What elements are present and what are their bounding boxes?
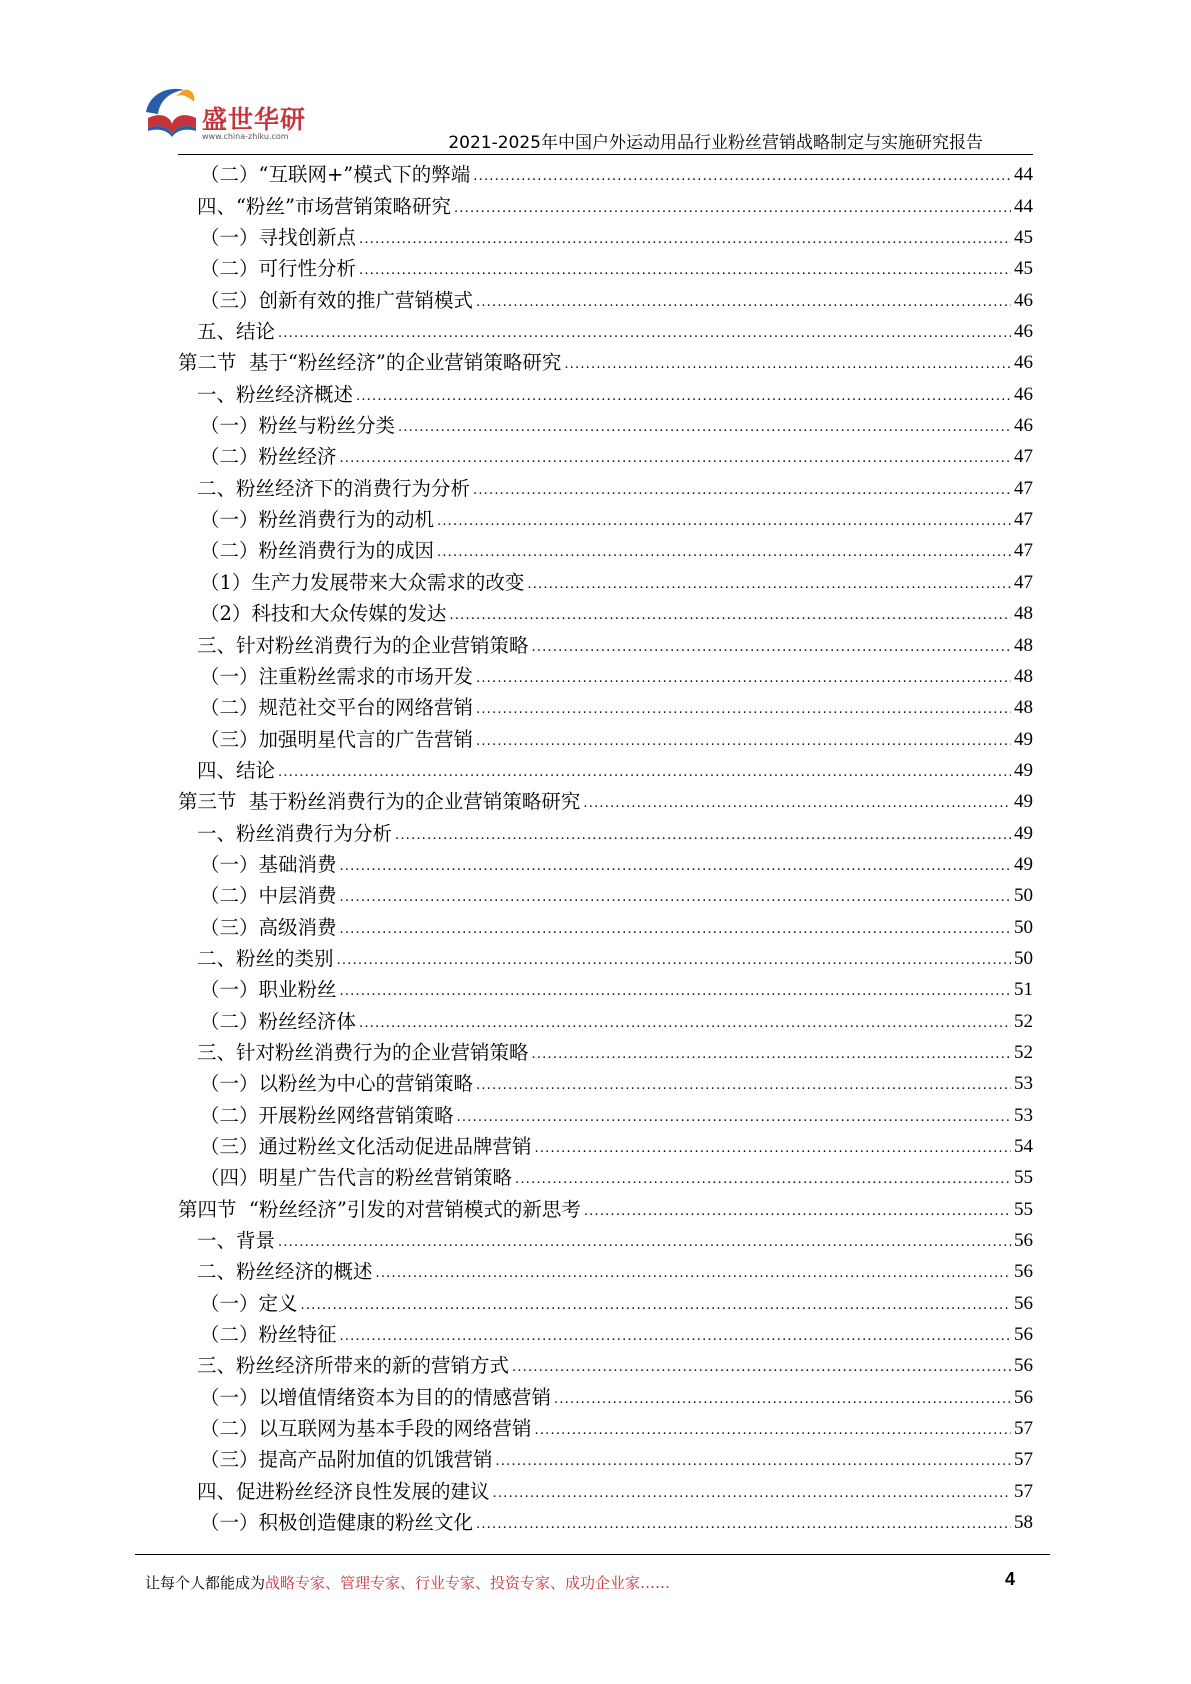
- toc-entry-page: 49: [1014, 759, 1033, 781]
- toc-dot-leader: [527, 578, 1011, 591]
- toc-entry-page: 46: [1014, 383, 1033, 405]
- toc-entry[interactable]: [178, 658, 1033, 689]
- toc-entry-label: 四、“粉丝”市场营销策略研究: [197, 194, 451, 218]
- toc-entry-page: 49: [1014, 822, 1033, 844]
- toc-entry-label: （一）以粉丝为中心的营销策略: [200, 1072, 474, 1096]
- toc-entry-page: 48: [1014, 665, 1033, 687]
- toc-entry-page: 45: [1014, 227, 1033, 249]
- toc-entry-label: （一）注重粉丝需求的市场开发: [200, 664, 474, 688]
- toc-entry-page: 54: [1014, 1136, 1033, 1157]
- toc-dot-leader: [473, 484, 1011, 497]
- toc-entry-page: 46: [1014, 289, 1033, 311]
- toc-dot-leader: [584, 1205, 1011, 1218]
- toc-entry-label: 四、促进粉丝经济良性发展的建议: [197, 1479, 490, 1503]
- toc-entry[interactable]: [178, 1253, 1033, 1284]
- toc-entry-label: （二）粉丝经济体: [200, 1009, 357, 1033]
- toc-dot-leader: [340, 985, 1011, 998]
- footer-slogan: [145, 1572, 670, 1593]
- toc-entry-label: （二）“互联网+”模式下的弊端: [200, 163, 471, 187]
- toc-entry-label: （一）粉丝与粉丝分类: [200, 414, 396, 438]
- toc-entry-label: 一、背景: [197, 1229, 276, 1253]
- toc-entry[interactable]: [178, 375, 1033, 406]
- toc-entry[interactable]: [178, 344, 1033, 375]
- toc-entry-label: 三、针对粉丝消费行为的企业营销策略: [197, 633, 529, 657]
- toc-entry[interactable]: [178, 783, 1033, 814]
- toc-entry-label: （四）明星广告代言的粉丝营销策略: [200, 1166, 513, 1190]
- toc-dot-leader: [473, 170, 1011, 183]
- toc-entry[interactable]: [178, 1441, 1033, 1472]
- toc-dot-leader: [454, 202, 1011, 215]
- toc-entry-page: 47: [1014, 446, 1033, 468]
- toc-dot-leader: [301, 1299, 1011, 1312]
- toc-dot-leader: [476, 1518, 1011, 1531]
- toc-entry[interactable]: [178, 1002, 1033, 1033]
- toc-dot-leader: [359, 1017, 1011, 1030]
- toc-entry-page: 47: [1014, 477, 1033, 499]
- toc-entry-label: 第二节 基于“粉丝经济”的企业营销策略研究: [178, 351, 562, 375]
- toc-entry-label: 一、粉丝经济概述: [197, 382, 354, 406]
- toc-entry-label: （二）粉丝消费行为的成因: [200, 539, 435, 563]
- toc-entry-page: 47: [1014, 571, 1033, 593]
- toc-entry[interactable]: [178, 281, 1033, 312]
- toc-entry-label: （一）粉丝消费行为的动机: [200, 508, 435, 532]
- toc-dot-leader: [340, 452, 1011, 465]
- toc-entry[interactable]: [178, 1065, 1033, 1096]
- toc-entry-label: （二）可行性分析: [200, 257, 357, 281]
- toc-entry[interactable]: [178, 1504, 1033, 1535]
- toc-entry[interactable]: [178, 1222, 1033, 1253]
- toc-entry-label: 五、结论: [197, 320, 276, 344]
- toc-dot-leader: [395, 829, 1011, 842]
- toc-entry-label: （1）生产力发展带来大众需求的改变: [200, 570, 525, 594]
- toc-entry-label: 第三节 基于粉丝消费行为的企业营销策略研究: [178, 790, 581, 814]
- toc-entry[interactable]: [178, 469, 1033, 500]
- toc-entry-page: 51: [1014, 979, 1033, 1001]
- toc-entry-page: 45: [1014, 258, 1033, 280]
- page-number: 4: [1005, 1569, 1016, 1589]
- toc-entry[interactable]: [178, 250, 1033, 281]
- toc-entry[interactable]: [178, 877, 1033, 908]
- toc-dot-leader: [512, 1361, 1011, 1374]
- toc-entry-label: 二、粉丝经济下的消费行为分析: [197, 476, 471, 500]
- toc-dot-leader: [359, 264, 1011, 277]
- toc-entry-label: 三、粉丝经济所带来的新的营销方式: [197, 1354, 510, 1378]
- footer-divider: [135, 1554, 1050, 1555]
- toc-dot-leader: [337, 954, 1011, 967]
- toc-entry-page: 48: [1014, 697, 1033, 719]
- toc-entry-page: 49: [1014, 791, 1033, 813]
- toc-entry[interactable]: [178, 752, 1033, 783]
- toc-dot-leader: [278, 766, 1011, 779]
- toc-entry-label: （二）开展粉丝网络营销策略: [200, 1103, 454, 1127]
- toc-dot-leader: [356, 390, 1011, 403]
- toc-entry[interactable]: [178, 1159, 1033, 1190]
- toc-entry[interactable]: [178, 814, 1033, 845]
- toc-entry-page: 47: [1014, 509, 1033, 531]
- toc-entry[interactable]: [178, 156, 1033, 187]
- toc-entry-page: 48: [1014, 634, 1033, 656]
- toc-entry[interactable]: [178, 908, 1033, 939]
- toc-entry-label: （三）提高产品附加值的饥饿营销: [200, 1448, 493, 1472]
- toc-entry[interactable]: [178, 219, 1033, 250]
- toc-entry-page: 50: [1014, 916, 1033, 938]
- toc-entry-page: 58: [1014, 1512, 1033, 1534]
- toc-entry-page: 56: [1014, 1292, 1033, 1314]
- toc-entry-page: 50: [1014, 947, 1033, 969]
- footer-slogan-prefix: 让每个人都能成为: [145, 1574, 266, 1592]
- toc-dot-leader: [493, 1487, 1011, 1500]
- page-header: [0, 0, 1191, 160]
- toc-entry[interactable]: [178, 313, 1033, 344]
- toc-dot-leader: [496, 1455, 1011, 1468]
- logo-book-icon: [140, 82, 202, 142]
- toc-entry[interactable]: [178, 626, 1033, 657]
- toc-entry[interactable]: [178, 689, 1033, 720]
- toc-entry[interactable]: [178, 1096, 1033, 1127]
- toc-dot-leader: [476, 735, 1011, 748]
- toc-entry-label: （一）以增值情绪资本为目的的情感营销: [200, 1385, 552, 1409]
- toc-entry[interactable]: [178, 720, 1033, 751]
- toc-entry[interactable]: [178, 1128, 1033, 1159]
- toc-dot-leader: [476, 296, 1011, 309]
- toc-entry-page: 52: [1014, 1041, 1033, 1063]
- toc-entry-page: 56: [1014, 1324, 1033, 1346]
- toc-dot-leader: [437, 515, 1011, 528]
- toc-entry[interactable]: [178, 1410, 1033, 1441]
- toc-entry-page: 46: [1014, 415, 1033, 437]
- toc-entry-label: （一）职业粉丝: [200, 978, 337, 1002]
- toc-entry-label: （二）规范社交平台的网络营销: [200, 696, 474, 720]
- toc-entry-page: 44: [1014, 195, 1033, 217]
- toc-dot-leader: [457, 1111, 1011, 1124]
- toc-dot-leader: [449, 609, 1011, 622]
- toc-entry-page: 56: [1014, 1386, 1033, 1408]
- toc-entry[interactable]: [178, 501, 1033, 532]
- toc-entry-label: 一、粉丝消费行为分析: [197, 821, 393, 845]
- toc-entry-label: 二、粉丝的类别: [197, 946, 334, 970]
- toc-entry-page: 57: [1014, 1449, 1033, 1471]
- toc-dot-leader: [535, 1142, 1011, 1155]
- toc-entry-page: 56: [1014, 1261, 1033, 1283]
- toc-dot-leader: [583, 797, 1011, 810]
- toc-entry-label: （三）高级消费: [200, 915, 337, 939]
- toc-entry[interactable]: [178, 438, 1033, 469]
- toc-entry-page: 53: [1014, 1104, 1033, 1126]
- toc-dot-leader: [376, 1267, 1011, 1280]
- toc-dot-leader: [532, 641, 1011, 654]
- toc-dot-leader: [476, 703, 1011, 716]
- toc-entry-label: （一）基础消费: [200, 852, 337, 876]
- toc-entry[interactable]: [178, 940, 1033, 971]
- toc-entry-label: （三）加强明星代言的广告营销: [200, 727, 474, 751]
- toc-entry-page: 55: [1014, 1198, 1033, 1220]
- toc-entry-page: 49: [1014, 728, 1033, 750]
- toc-dot-leader: [532, 1048, 1011, 1061]
- toc-entry[interactable]: [178, 1378, 1033, 1409]
- toc-dot-leader: [278, 327, 1011, 340]
- logo-url: www.china-zhiku.com: [202, 132, 289, 141]
- toc-entry[interactable]: [178, 1316, 1033, 1347]
- toc-entry-page: 50: [1014, 885, 1033, 907]
- toc-dot-leader: [535, 1424, 1011, 1437]
- toc-entry-label: （2）科技和大众传媒的发达: [200, 602, 447, 626]
- toc-entry-page: 57: [1014, 1418, 1033, 1440]
- toc-entry-page: 52: [1014, 1010, 1033, 1032]
- toc-entry[interactable]: [178, 407, 1033, 438]
- toc-dot-leader: [564, 358, 1011, 371]
- toc-dot-leader: [398, 421, 1011, 434]
- header-divider: [178, 154, 1033, 155]
- toc-entry-label: 四、结论: [197, 758, 276, 782]
- toc-entry[interactable]: [178, 532, 1033, 563]
- toc-dot-leader: [476, 672, 1011, 685]
- toc-dot-leader: [359, 233, 1011, 246]
- toc-dot-leader: [340, 860, 1011, 873]
- toc-entry[interactable]: [178, 1472, 1033, 1503]
- table-of-contents: [178, 156, 1033, 1535]
- toc-entry-page: 55: [1014, 1167, 1033, 1189]
- report-title: 2021-2025年中国户外运动用品行业粉丝营销战略制定与实施研究报告: [448, 133, 983, 153]
- toc-entry-label: （二）中层消费: [200, 884, 337, 908]
- toc-entry-page: 57: [1014, 1480, 1033, 1502]
- toc-entry-page: 53: [1014, 1073, 1033, 1095]
- toc-dot-leader: [515, 1173, 1011, 1186]
- toc-entry-page: 56: [1014, 1355, 1033, 1377]
- toc-entry[interactable]: [178, 1034, 1033, 1065]
- toc-entry-label: （二）粉丝特征: [200, 1323, 337, 1347]
- toc-entry-page: 46: [1014, 321, 1033, 343]
- toc-entry-label: （三）创新有效的推广营销模式: [200, 288, 474, 312]
- toc-dot-leader: [476, 1079, 1011, 1092]
- toc-entry-page: 56: [1014, 1230, 1033, 1252]
- toc-dot-leader: [340, 1330, 1011, 1343]
- toc-entry[interactable]: [178, 563, 1033, 594]
- toc-entry-page: 46: [1014, 352, 1033, 374]
- toc-entry-page: 47: [1014, 540, 1033, 562]
- company-logo: [140, 82, 310, 148]
- toc-entry-page: 49: [1014, 853, 1033, 875]
- toc-dot-leader: [340, 923, 1011, 936]
- toc-entry-label: 二、粉丝经济的概述: [197, 1260, 373, 1284]
- toc-entry[interactable]: [178, 187, 1033, 218]
- toc-entry-label: （一）寻找创新点: [200, 226, 357, 250]
- toc-entry[interactable]: [178, 971, 1033, 1002]
- toc-entry-label: （三）通过粉丝文化活动促进品牌营销: [200, 1135, 532, 1158]
- footer-slogan-highlight: 战略专家、管理专家、行业专家、投资专家、成功企业家……: [265, 1574, 671, 1592]
- logo-name: 盛世华研: [202, 105, 307, 134]
- toc-dot-leader: [554, 1393, 1011, 1406]
- toc-dot-leader: [340, 891, 1011, 904]
- toc-entry[interactable]: [178, 1284, 1033, 1315]
- toc-entry-label: 第四节 “粉丝经济”引发的对营销模式的新思考: [178, 1197, 581, 1221]
- toc-entry-label: （二）粉丝经济: [200, 445, 337, 469]
- toc-entry-label: （二）以互联网为基本手段的网络营销: [200, 1417, 532, 1441]
- toc-entry-page: 44: [1014, 164, 1033, 186]
- toc-entry[interactable]: [178, 846, 1033, 877]
- toc-entry-label: （一）积极创造健康的粉丝文化: [200, 1511, 474, 1535]
- toc-dot-leader: [437, 546, 1011, 559]
- toc-entry-label: 三、针对粉丝消费行为的企业营销策略: [197, 1040, 529, 1064]
- toc-entry[interactable]: [178, 595, 1033, 626]
- toc-entry-page: 48: [1014, 603, 1033, 625]
- toc-dot-leader: [278, 1236, 1011, 1249]
- toc-entry-label: （一）定义: [200, 1291, 298, 1315]
- toc-entry[interactable]: [178, 1190, 1033, 1221]
- toc-entry[interactable]: [178, 1347, 1033, 1378]
